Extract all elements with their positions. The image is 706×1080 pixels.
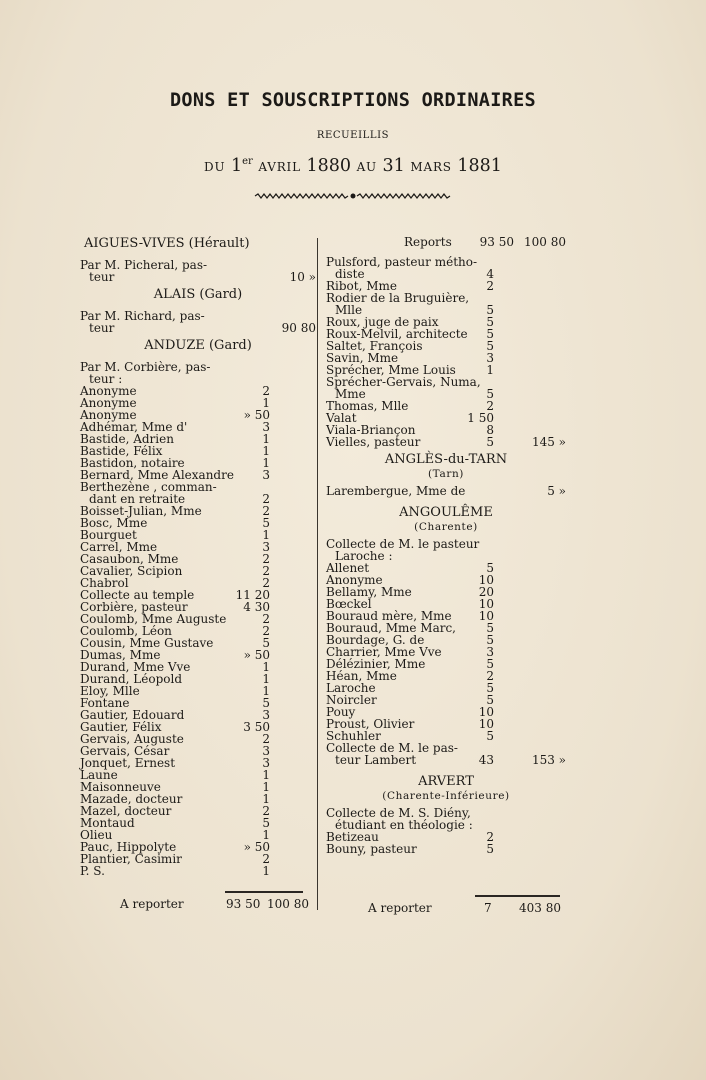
entry-amount: 5 <box>262 636 270 650</box>
list-item <box>80 259 316 271</box>
date-du: DU <box>204 160 226 174</box>
entry-name: Durand, Mme Vve <box>80 660 191 674</box>
entry-amount: 3 <box>262 468 270 482</box>
entry-amount: 5 <box>486 561 494 575</box>
entry-name: Mlle <box>335 303 363 317</box>
entry-name: Montaud <box>80 816 135 830</box>
entry-name: Bastide, Adrien <box>80 432 174 446</box>
entry-name: Pulsford, pasteur métho- <box>326 255 478 269</box>
ornament-divider <box>253 192 453 200</box>
entry-name: Laroche : <box>335 549 393 563</box>
entry-amount: 3 <box>486 351 494 365</box>
entry-amount: 10 <box>478 705 494 719</box>
list-item <box>80 271 316 283</box>
entry-amount: 5 <box>486 633 494 647</box>
section-subheading-angouleme: (Charente) <box>414 521 478 533</box>
footer-label-left: A reporter <box>120 897 184 911</box>
entry-name: Bouny, pasteur <box>326 842 417 856</box>
entry-name: Bastidon, notaire <box>80 456 185 470</box>
entry-name: Eloy, Mlle <box>80 684 140 698</box>
entry-name: Mme <box>335 387 366 401</box>
entry-amount: 1 <box>262 660 270 674</box>
entry-name: Schuhler <box>326 729 381 743</box>
entry-name: diste <box>335 267 365 281</box>
entry-amount: 1 <box>262 432 270 446</box>
entry-amount: 3 <box>262 744 270 758</box>
entry-amount: 5 <box>486 621 494 635</box>
section-total: 153 » <box>531 753 566 767</box>
entry-name: Mazade, docteur <box>80 792 183 806</box>
entry-name: teur <box>89 321 115 335</box>
entry-amount: 8 <box>486 423 494 437</box>
entry-amount: 2 <box>486 669 494 683</box>
section-heading-arvert: ARVERT <box>418 774 474 789</box>
entry-name: Viala-Briançon <box>326 423 416 437</box>
page-title: DONS ET SOUSCRIPTIONS ORDINAIRES <box>169 90 536 111</box>
page-subtitle: RECUEILLIS <box>316 130 390 141</box>
entry-amount: 3 <box>262 420 270 434</box>
entry-name: Anonyme <box>80 408 137 422</box>
section-heading-anduze: ANDUZE (Gard) <box>144 338 252 353</box>
entry-name: Berthezène , comman- <box>80 480 217 494</box>
left-column <box>80 236 316 877</box>
entry-amount: 5 <box>486 315 494 329</box>
entry-name: Casaubon, Mme <box>80 552 179 566</box>
entry-amount: 10 <box>478 717 494 731</box>
section-total: 10 » <box>289 270 316 284</box>
entry-name: Boisset-Julian, Mme <box>80 504 202 518</box>
section-heading-aigues-vives: AIGUES-VIVES (Hérault) <box>84 236 250 251</box>
entry-amount: 2 <box>262 384 270 398</box>
footer-value-right-1: 7 <box>484 901 492 915</box>
entry-name: teur Lambert <box>335 753 417 767</box>
entry-amount: 4 <box>486 267 494 281</box>
entry-amount: 5 <box>262 816 270 830</box>
entry-name: Bosc, Mme <box>80 516 148 530</box>
entry-amount: 4 30 <box>243 600 270 614</box>
entry-name: Thomas, Mlle <box>326 399 409 413</box>
footer-value-right-2: 403 80 <box>519 901 561 915</box>
entry-name: Betizeau <box>326 830 379 844</box>
entry-name: Cousin, Mme Gustave <box>80 636 214 650</box>
entry-name: Carrel, Mme <box>80 540 158 554</box>
entry-amount: 2 <box>262 852 270 866</box>
section-subheading-angles: (Tarn) <box>427 468 465 480</box>
entry-amount: 5 <box>486 729 494 743</box>
entry-name: Dumas, Mme <box>80 648 161 662</box>
entry-name: Bourguet <box>80 528 137 542</box>
entry-amount: 3 <box>262 756 270 770</box>
entry-amount: 5 <box>486 693 494 707</box>
date-range <box>0 156 706 176</box>
entry-amount: » 50 <box>243 840 270 854</box>
column-divider <box>317 238 318 910</box>
entry-name: Chabrol <box>80 576 129 590</box>
entry-amount: 2 <box>486 279 494 293</box>
date-month1: AVRIL <box>258 160 301 174</box>
entry-amount: 2 <box>486 399 494 413</box>
entry-name: Bouraud, Mme Marc, <box>326 621 456 635</box>
list-item <box>80 865 316 877</box>
entry-name: Anonyme <box>80 396 137 410</box>
entry-amount: 10 <box>478 573 494 587</box>
entry-name: Gervais, Auguste <box>80 732 184 746</box>
entry-name: Maisonneuve <box>80 780 161 794</box>
entry-amount: 5 <box>486 303 494 317</box>
entry-amount: 1 <box>486 363 494 377</box>
entry-amount: 2 <box>262 624 270 638</box>
section-heading-angles: ANGLÈS-du-TARN <box>384 452 508 467</box>
entry-name: Allenet <box>326 561 370 575</box>
entry-name: Bellamy, Mme <box>326 585 412 599</box>
entry-amount: 10 <box>478 609 494 623</box>
entry-amount: 3 50 <box>243 720 270 734</box>
entry-name: Savin, Mme <box>326 351 399 365</box>
entry-name: Adhémar, Mme d' <box>80 420 188 434</box>
list-item <box>326 694 566 706</box>
entry-name: Corbière, pasteur <box>80 600 188 614</box>
entry-amount: 2 <box>262 552 270 566</box>
entry-name: Par M. Richard, pas- <box>80 309 205 323</box>
reports-label: Reports <box>404 235 452 249</box>
entry-amount: 5 <box>486 339 494 353</box>
entry-name: Collecte au temple <box>80 588 195 602</box>
entry-name: Sprécher, Mme Louis <box>326 363 456 377</box>
right-column <box>326 236 566 855</box>
reports-value-2: 100 80 <box>524 235 566 249</box>
entry-name: teur : <box>89 372 123 386</box>
entry-name: Bernard, Mme Alexandre <box>80 468 234 482</box>
footer-rule-left <box>225 891 303 893</box>
entry-name: Bœckel <box>326 597 372 611</box>
entry-amount: 5 <box>262 696 270 710</box>
list-item <box>80 310 316 322</box>
entry-name: Noircler <box>326 693 377 707</box>
entry-amount: 1 <box>262 780 270 794</box>
list-item <box>326 400 566 412</box>
entry-name: Par M. Corbière, pas- <box>80 360 211 374</box>
list-item <box>326 436 566 448</box>
entry-amount: 3 <box>486 645 494 659</box>
list-item <box>326 485 566 497</box>
section-total: 90 80 <box>281 321 316 335</box>
entry-name: Coulomb, Léon <box>80 624 172 638</box>
entry-amount: 10 <box>478 597 494 611</box>
entry-name: Roux-Melvil, architecte <box>326 327 468 341</box>
entry-name: Larembergue, Mme de <box>326 484 466 498</box>
entry-name: Bouraud mère, Mme <box>326 609 452 623</box>
entry-name: Ribot, Mme <box>326 279 397 293</box>
list-item <box>80 817 316 829</box>
entry-amount: 5 <box>486 657 494 671</box>
entry-name: Plantier, Casimir <box>80 852 182 866</box>
list-item <box>326 843 566 855</box>
entry-name: Collecte de M. le pasteur <box>326 537 480 551</box>
entry-name: Rodier de la Bruguière, <box>326 291 470 305</box>
footer-value-left-2: 100 80 <box>267 897 309 911</box>
entry-amount: 3 <box>262 708 270 722</box>
entry-name: Pauc, Hippolyte <box>80 840 177 854</box>
entry-name: Saltet, François <box>326 339 423 353</box>
entry-amount: 5 <box>486 435 494 449</box>
entry-amount: 1 <box>262 828 270 842</box>
entry-name: Bastide, Félix <box>80 444 163 458</box>
entry-name: Roux, juge de paix <box>326 315 439 329</box>
section-subheading-arvert: (Charente-Inférieure) <box>382 790 510 802</box>
entry-amount: 1 <box>262 684 270 698</box>
entry-name: Collecte de M. le pas- <box>326 741 458 755</box>
entry-name: Pouy <box>326 705 356 719</box>
list-item <box>80 853 316 865</box>
reports-value-1: 93 50 <box>479 235 514 249</box>
entry-amount: 2 <box>262 492 270 506</box>
list-item <box>326 292 566 304</box>
entry-amount: 1 <box>262 864 270 878</box>
entry-amount: 5 <box>486 387 494 401</box>
entry-name: Gautier, Félix <box>80 720 162 734</box>
date-year1: 1880 <box>306 156 351 176</box>
entry-amount: 1 <box>262 768 270 782</box>
entry-name: Mazel, docteur <box>80 804 172 818</box>
entry-amount: 5 <box>262 516 270 530</box>
section-total: 145 » <box>531 435 566 449</box>
entry-name: Olieu <box>80 828 113 842</box>
entry-amount: 3 <box>262 540 270 554</box>
entry-amount: 1 <box>262 444 270 458</box>
entry-amount: 2 <box>262 804 270 818</box>
entry-name: Gervais, César <box>80 744 170 758</box>
entry-amount: 1 <box>262 672 270 686</box>
entry-name: Charrier, Mme Vve <box>326 645 442 659</box>
section-total: 5 » <box>547 484 566 498</box>
date-au: AU <box>356 160 377 174</box>
entry-name: Coulomb, Mme Auguste <box>80 612 227 626</box>
entry-name: Héan, Mme <box>326 669 397 683</box>
list-item <box>80 322 316 334</box>
entry-name: Anonyme <box>326 573 383 587</box>
entry-amount: 2 <box>486 830 494 844</box>
entry-amount: 2 <box>262 576 270 590</box>
entry-name: Par M. Picheral, pas- <box>80 258 208 272</box>
list-item <box>326 754 566 766</box>
entry-amount: 1 <box>262 792 270 806</box>
entry-amount: 1 <box>262 456 270 470</box>
entry-name: Collecte de M. S. Diény, <box>326 806 471 820</box>
entry-amount: 2 <box>262 612 270 626</box>
date-day1: 1 <box>230 156 243 176</box>
entry-amount: 5 <box>486 327 494 341</box>
entry-amount: 2 <box>262 732 270 746</box>
entry-name: Vielles, pasteur <box>326 435 421 449</box>
entry-amount: » 50 <box>243 408 270 422</box>
entry-amount: 43 <box>478 753 494 767</box>
entry-name: Proust, Olivier <box>326 717 415 731</box>
entry-amount: 1 50 <box>467 411 494 425</box>
entry-name: Anonyme <box>80 384 137 398</box>
footer-label-right: A reporter <box>368 901 432 915</box>
entry-amount: 2 <box>262 504 270 518</box>
entry-name: étudiant en théologie : <box>335 818 473 832</box>
entry-name: dant en retraite <box>89 492 186 506</box>
entry-name: Sprécher-Gervais, Numa, <box>326 375 481 389</box>
entry-name: Cavalier, Scipion <box>80 564 183 578</box>
section-heading-angouleme: ANGOULÊME <box>399 505 493 520</box>
entry-name: P. S. <box>80 864 105 878</box>
date-sup: er <box>242 156 253 168</box>
reports-row <box>326 236 566 248</box>
entry-name: Gautier, Edouard <box>80 708 185 722</box>
entry-amount: 5 <box>486 842 494 856</box>
entry-amount: 5 <box>486 681 494 695</box>
entry-amount: 11 20 <box>235 588 270 602</box>
entry-name: Bourdage, G. de <box>326 633 425 647</box>
entry-name: Valat <box>326 411 357 425</box>
date-month2: MARS <box>410 160 452 174</box>
footer-value-left-1: 93 50 <box>226 897 261 911</box>
entry-amount: 2 <box>262 564 270 578</box>
entry-amount: 1 <box>262 528 270 542</box>
entry-amount: » 50 <box>243 648 270 662</box>
entry-name: Laune <box>80 768 118 782</box>
date-year2: 1881 <box>457 156 502 176</box>
date-day2: 31 <box>382 156 405 176</box>
entry-name: Durand, Léopold <box>80 672 182 686</box>
section-heading-alais: ALAIS (Gard) <box>153 287 243 302</box>
entry-name: Délézinier, Mme <box>326 657 426 671</box>
entry-amount: 1 <box>262 396 270 410</box>
entry-amount: 20 <box>478 585 494 599</box>
entry-name: Jonquet, Ernest <box>80 756 176 770</box>
footer-rule-right <box>475 895 560 897</box>
entry-name: Laroche <box>326 681 376 695</box>
entry-name: teur <box>89 270 115 284</box>
entry-name: Fontane <box>80 696 130 710</box>
